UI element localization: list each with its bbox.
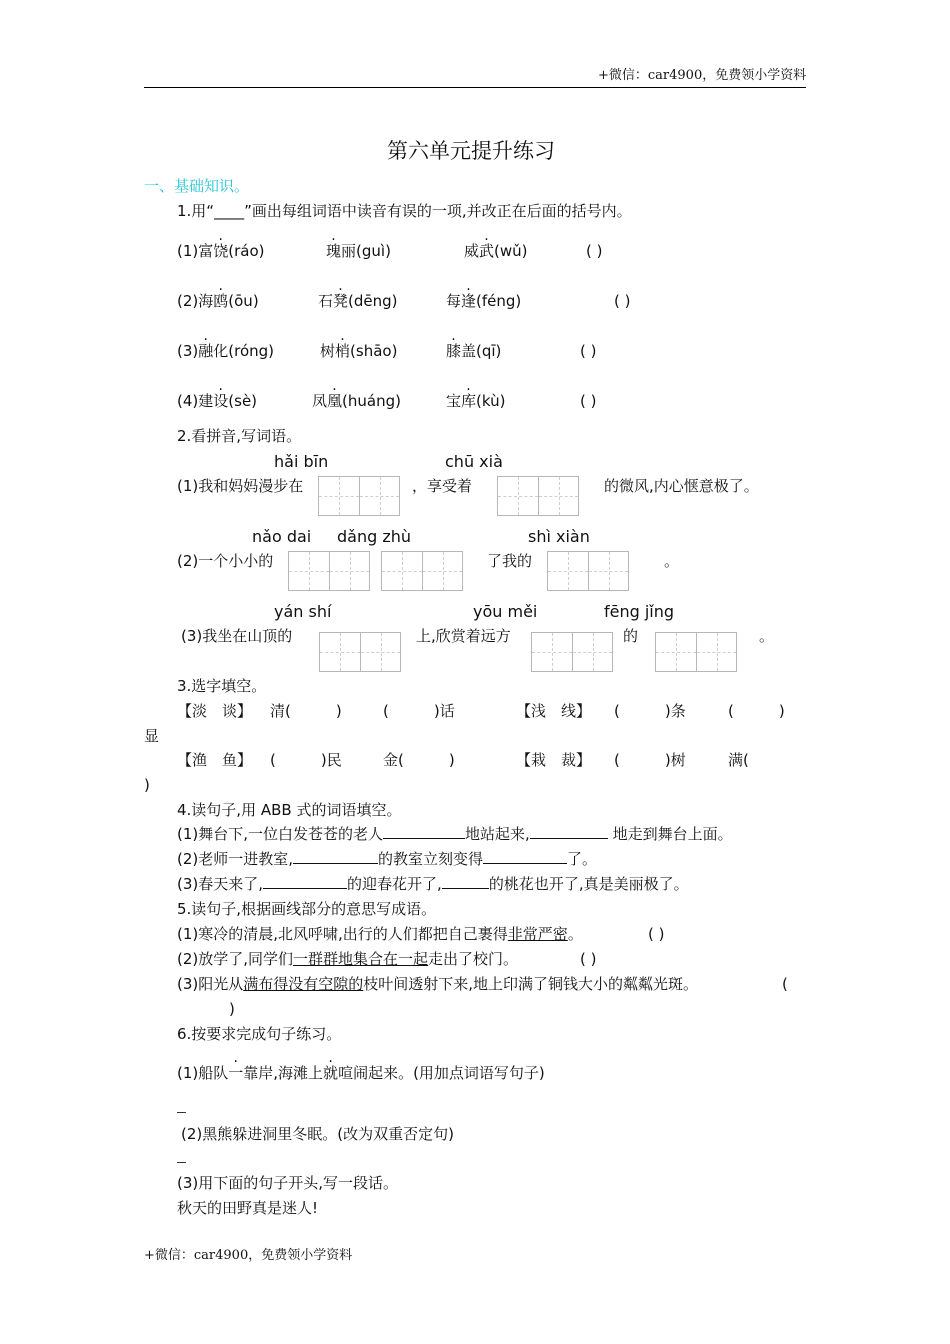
q2-s3-text-1: (3)我坐在山顶的 (181, 627, 293, 645)
q2-s1-text-1: (1)我和妈妈漫步在 (177, 477, 304, 495)
underlined-phrase: 一群群地集合在一起 (293, 950, 429, 968)
answer-blank[interactable] (263, 875, 347, 889)
emphasis-dot-char: 融 (198, 342, 214, 360)
emphasis-dot-char: 鸥 (213, 292, 229, 310)
writing-grid[interactable] (547, 551, 629, 591)
q1-row-3-word3: 膝盖(qī) (446, 342, 502, 360)
q2-s1-pinyin-2: chū xià (445, 452, 503, 471)
q3-row1-wrap: 显 (144, 727, 160, 745)
q2-s2-text-3: 。 (664, 552, 680, 570)
q1-row-3: (3)融化(róng) (177, 342, 275, 360)
q2-instruction: 2.看拼音,写词语。 (177, 427, 302, 445)
q5-sentence-2: (2)放学了,同学们一群群地集合在一起走出了校门。 (177, 950, 519, 968)
q3-row2-item-b[interactable]: 金( ) (383, 751, 455, 769)
writing-grid[interactable] (655, 632, 737, 672)
q5-instruction: 5.读句子,根据画线部分的意思写成语。 (177, 900, 437, 918)
q1-row-3-answer[interactable]: ( ) (580, 342, 597, 360)
q6-sentence-2: (2)黑熊躲进洞里冬眠。(改为双重否定句) (181, 1125, 454, 1143)
q2-s1-text-3: 的微风,内心惬意极了。 (604, 477, 759, 495)
underlined-phrase: 满布得没有空隙的 (243, 975, 364, 993)
answer-blank[interactable] (483, 850, 567, 864)
q2-s1-pinyin-1: hǎi bīn (274, 452, 329, 471)
q1-row-4: (4)建设(sè) (177, 392, 258, 410)
footer-watermark: +微信：car4900，免费领小学资料 (144, 1248, 353, 1263)
answer-blank[interactable] (442, 875, 489, 889)
q1-row-1-word3: 威武(wǔ) (464, 242, 528, 260)
q3-row2-group2: 【栽 裁】 (516, 751, 592, 769)
q3-row2-wrap: ) (144, 776, 150, 794)
emphasis-dot-char: 饶 (213, 242, 229, 260)
q3-row1-group2: 【浅 线】 (516, 702, 592, 720)
header-rule (144, 87, 806, 88)
q3-row1-group1: 【淡 谈】 (177, 702, 253, 720)
emphasis-dot-char: 凰 (327, 392, 343, 410)
emphasis-dot-char: 库 (461, 392, 477, 410)
q2-s1-text-2: ，享受着 (412, 477, 473, 495)
q4-sentence-3: (3)春天来了, 的迎春花开了, 的桃花也开了,真是美丽极了。 (177, 875, 689, 893)
q1-row-1: (1)富饶(ráo) (177, 242, 265, 260)
q1-row-2-word2: 石凳(dēng) (318, 292, 398, 310)
q6-sentence-3: (3)用下面的句子开头,写一段话。 (177, 1174, 399, 1192)
q1-row-1-word2: 瑰丽(guì) (326, 242, 391, 260)
q3-instruction: 3.选字填空。 (177, 677, 267, 695)
q1-row-2-answer[interactable]: ( ) (614, 292, 631, 310)
q1-row-2-word3: 每逢(féng) (446, 292, 522, 310)
q3-row2-item-a[interactable]: ( )民 (270, 751, 342, 769)
writing-grid[interactable] (531, 632, 613, 672)
q1-instruction: 1.用“____”画出每组词语中读音有误的一项,并改正在后面的括号内。 (177, 202, 632, 220)
q1-row-2: (2)海鸥(ōu) (177, 292, 259, 310)
q1-row-4-word3: 宝库(kù) (446, 392, 506, 410)
answer-blank[interactable] (383, 825, 465, 839)
emphasis-dot-char: 一 (228, 1064, 244, 1082)
emphasis-dot-char: 凳 (333, 292, 349, 310)
emphasis-dot-char: 设 (213, 392, 229, 410)
q2-s3-text-4: 。 (759, 627, 775, 645)
q2-s2-pinyin-1: nǎo dai (252, 527, 312, 546)
answer-blank[interactable] (293, 850, 378, 864)
q3-row1-item-a[interactable]: 清( ) (270, 702, 342, 720)
q3-row1-item-c[interactable]: ( )条 (614, 702, 686, 720)
q6-sentence-1: (1)船队一靠岸,海滩上就喧闹起来。(用加点词语写句子) (177, 1064, 545, 1082)
q2-s3-pinyin-1: yán shí (274, 602, 332, 621)
writing-grid[interactable] (288, 551, 370, 591)
q2-s2-pinyin-2: dǎng zhù (337, 527, 412, 546)
writing-grid[interactable] (381, 551, 463, 591)
emphasis-dot-char: 就 (323, 1064, 339, 1082)
answer-blank[interactable] (530, 825, 608, 839)
q5-answer-3-open[interactable]: ( (782, 975, 788, 993)
writing-grid[interactable] (319, 632, 401, 672)
emphasis-dot-char: 瑰 (326, 242, 342, 260)
writing-grid[interactable] (318, 476, 400, 516)
q1-row-3-word2: 树梢(shāo) (320, 342, 398, 360)
writing-grid[interactable] (497, 476, 579, 516)
q2-s3-pinyin-3: fēng jǐng (604, 602, 675, 621)
q2-s3-text-3: 的 (623, 627, 639, 645)
q2-s3-text-2: 上,欣赏着远方 (416, 627, 511, 645)
q3-row1-item-b[interactable]: ( )话 (383, 702, 455, 720)
q4-instruction: 4.读句子,用 ABB 式的词语填空。 (177, 801, 402, 819)
q6-instruction: 6.按要求完成句子练习。 (177, 1025, 342, 1043)
q3-row2-item-c[interactable]: ( )树 (614, 751, 686, 769)
q1-row-1-answer[interactable]: ( ) (586, 242, 603, 260)
q5-answer-1[interactable]: ( ) (648, 925, 665, 943)
q2-s3-pinyin-2: yōu měi (473, 602, 538, 621)
q1-row-4-word2: 凤凰(huáng) (312, 392, 401, 410)
q2-s2-text-2: 了我的 (487, 552, 533, 570)
q1-row-4-answer[interactable]: ( ) (580, 392, 597, 410)
page-title: 第六单元提升练习 (387, 139, 555, 163)
answer-line[interactable] (177, 1112, 186, 1113)
q5-answer-2[interactable]: ( ) (580, 950, 597, 968)
q5-answer-3-close[interactable]: ) (229, 1000, 235, 1018)
q5-sentence-3: (3)阳光从满布得没有空隙的枝叶间透射下来,地上印满了铜钱大小的粼粼光斑。 (177, 975, 699, 993)
emphasis-dot-char: 逢 (461, 292, 477, 310)
q3-row2-group1: 【渔 鱼】 (177, 751, 253, 769)
q2-s2-text-1: (2)一个小小的 (177, 552, 274, 570)
section-heading: 一、基础知识。 (144, 177, 250, 195)
underlined-phrase: 非常严密 (507, 925, 568, 943)
q3-row2-item-d[interactable]: 满( (728, 751, 749, 769)
q4-sentence-2: (2)老师一进教室, 的教室立刻变得 了。 (177, 850, 598, 868)
answer-line[interactable] (177, 1162, 186, 1163)
q6-sentence-3-starter: 秋天的田野真是迷人! (177, 1199, 319, 1217)
emphasis-dot-char: 梢 (335, 342, 351, 360)
q2-s2-pinyin-3: shì xiàn (528, 527, 590, 546)
q3-row1-item-d[interactable]: ( ) (728, 702, 785, 720)
q4-sentence-1: (1)舞台下,一位白发苍苍的老人 地站起来, 地走到舞台上面。 (177, 825, 733, 843)
emphasis-dot-char: 膝 (446, 342, 462, 360)
q5-sentence-1: (1)寒冷的清晨,北风呼啸,出行的人们都把自己裹得非常严密。 (177, 925, 583, 943)
header-watermark: +微信：car4900，免费领小学资料 (598, 68, 807, 83)
emphasis-dot-char: 武 (479, 242, 495, 260)
